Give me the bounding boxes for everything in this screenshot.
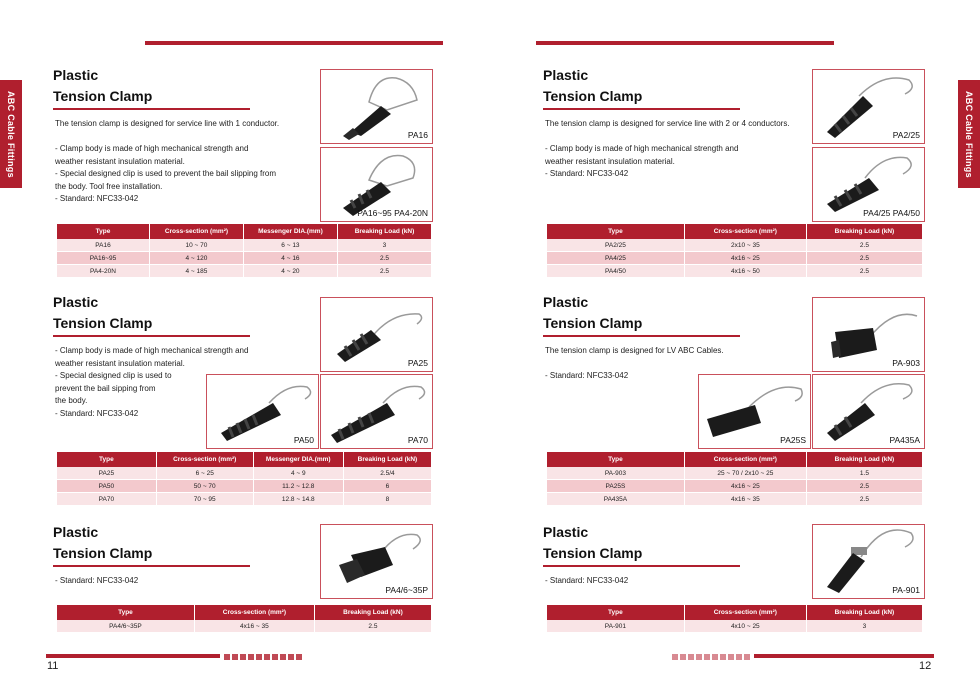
footer-squares-left [224, 654, 302, 660]
side-tab-right: ABC Cable Fittings [958, 80, 980, 188]
footer-bar-left [46, 654, 220, 658]
table-row: PA-903 25 ~ 70 / 2x10 ~ 25 1.5 [547, 467, 923, 480]
table-row: PA25S 4x16 ~ 25 2.5 [547, 480, 923, 493]
title-underline [53, 565, 250, 567]
spec-table: Type Cross-section (mm²) Breaking Load (kN) PA2/25 2x10 ~ 35 2.5 PA4/25 4x16 ~ 25 2.5 PA4/50 4x16 ~ 50 2.5 [547, 224, 923, 278]
title-underline [53, 335, 250, 337]
section-description: The tension clamp is designed for service line with 1 conductor. - Clamp body is made of high mechanical strength and weather resistant insulation material. - Special designed clip is used to prevent the bail slipping from the body. Tool free installation. - Standard: NFC33-042 [55, 119, 280, 203]
top-accent-bar-left [145, 41, 443, 45]
product-photo-pa4-25: PA4/25 PA4/50 [812, 147, 925, 222]
section-description: The tension clamp is designed for service line with 2 or 4 conductors. - Clamp body is made of high mechanical strength and weather resistant insulation material. - Standard: NFC33-042 [545, 119, 790, 178]
table-row: PA50 50 ~ 70 11.2 ~ 12.8 6 [57, 480, 432, 493]
section-title: Plastic Tension Clamp [53, 522, 250, 567]
title-underline [543, 108, 740, 110]
product-photo-pa25s: PA25S [698, 374, 811, 449]
table-row: PA435A 4x16 ~ 35 2.5 [547, 493, 923, 506]
section-title: Plastic Tension Clamp [543, 65, 740, 110]
section-description: - Standard: NFC33-042 [55, 576, 139, 585]
spec-table: Type Cross-section (mm²) Breaking Load (kN) PA-901 4x10 ~ 25 3 [547, 605, 923, 633]
product-photo-pa16: PA16 [320, 69, 433, 144]
table-row: PA16~95 4 ~ 120 4 ~ 16 2.5 [57, 252, 432, 265]
title-underline [53, 108, 250, 110]
footer-bar-right [754, 654, 934, 658]
table-row: PA70 70 ~ 95 12.8 ~ 14.8 8 [57, 493, 432, 506]
title-underline [543, 565, 740, 567]
table-row: PA16 10 ~ 70 6 ~ 13 3 [57, 239, 432, 252]
product-photo-pa435a: PA435A [812, 374, 925, 449]
product-photo-pa50: PA50 [206, 374, 319, 449]
table-row: PA4/6~35P 4x16 ~ 35 2.5 [57, 620, 432, 633]
page-number-left: 11 [47, 660, 59, 672]
spec-table: Type Cross-section (mm²) Messenger DIA.(mm) Breaking Load (kN) PA25 6 ~ 25 4 ~ 9 2.5/4 PA50 50 ~ 70 11.2 ~ 12.8 6 PA70 70 ~ 95 12.8 ~ 14.8 8 [57, 452, 432, 506]
page-number-right: 12 [919, 660, 932, 672]
section-title: Plastic Tension Clamp [543, 522, 740, 567]
table-row: PA4/25 4x16 ~ 25 2.5 [547, 252, 923, 265]
product-photo-pa-903: PA-903 [812, 297, 925, 372]
product-photo-pa-901: PA-901 [812, 524, 925, 599]
table-row: PA2/25 2x10 ~ 35 2.5 [547, 239, 923, 252]
table-row: PA-901 4x10 ~ 25 3 [547, 620, 923, 633]
table-row: PA4-20N 4 ~ 185 4 ~ 20 2.5 [57, 265, 432, 278]
section-description: - Clamp body is made of high mechanical strength and weather resistant insulation material. - Special designed clip is used to prevent the bail sipping from the body. - Standard: NFC33-042 [55, 346, 249, 418]
table-row: PA4/50 4x16 ~ 50 2.5 [547, 265, 923, 278]
section-description: The tension clamp is designed for LV ABC Cables. - Standard: NFC33-042 [545, 346, 724, 380]
spec-table: Type Cross-section (mm²) Breaking Load (kN) PA4/6~35P 4x16 ~ 35 2.5 [57, 605, 432, 633]
section-title: Plastic Tension Clamp [543, 292, 740, 337]
table-row: PA25 6 ~ 25 4 ~ 9 2.5/4 [57, 467, 432, 480]
product-photo-pa4-6-35p: PA4/6~35P [320, 524, 433, 599]
product-photo-pa2-25: PA2/25 [812, 69, 925, 144]
product-photo-pa16-95: PA16~95 PA4-20N [320, 147, 433, 222]
product-photo-pa70: PA70 [320, 374, 433, 449]
top-accent-bar-right [536, 41, 834, 45]
spec-table: Type Cross-section (mm²) Breaking Load (kN) PA-903 25 ~ 70 / 2x10 ~ 25 1.5 PA25S 4x16 ~ 25 2.5 PA435A 4x16 ~ 35 2.5 [547, 452, 923, 506]
section-title: Plastic Tension Clamp [53, 292, 250, 337]
spec-table: Type Cross-section (mm²) Messenger DIA.(mm) Breaking Load (kN) PA16 10 ~ 70 6 ~ 13 3 PA16~95 4 ~ 120 4 ~ 16 2.5 PA4-20N 4 ~ 185 4 ~ 20 2.5 [57, 224, 432, 278]
footer-squares-right [672, 654, 750, 660]
section-title: Plastic Tension Clamp [53, 65, 250, 110]
product-photo-pa25: PA25 [320, 297, 433, 372]
side-tab-left: ABC Cable Fittings [0, 80, 22, 188]
section-description: - Standard: NFC33-042 [545, 576, 629, 585]
title-underline [543, 335, 740, 337]
